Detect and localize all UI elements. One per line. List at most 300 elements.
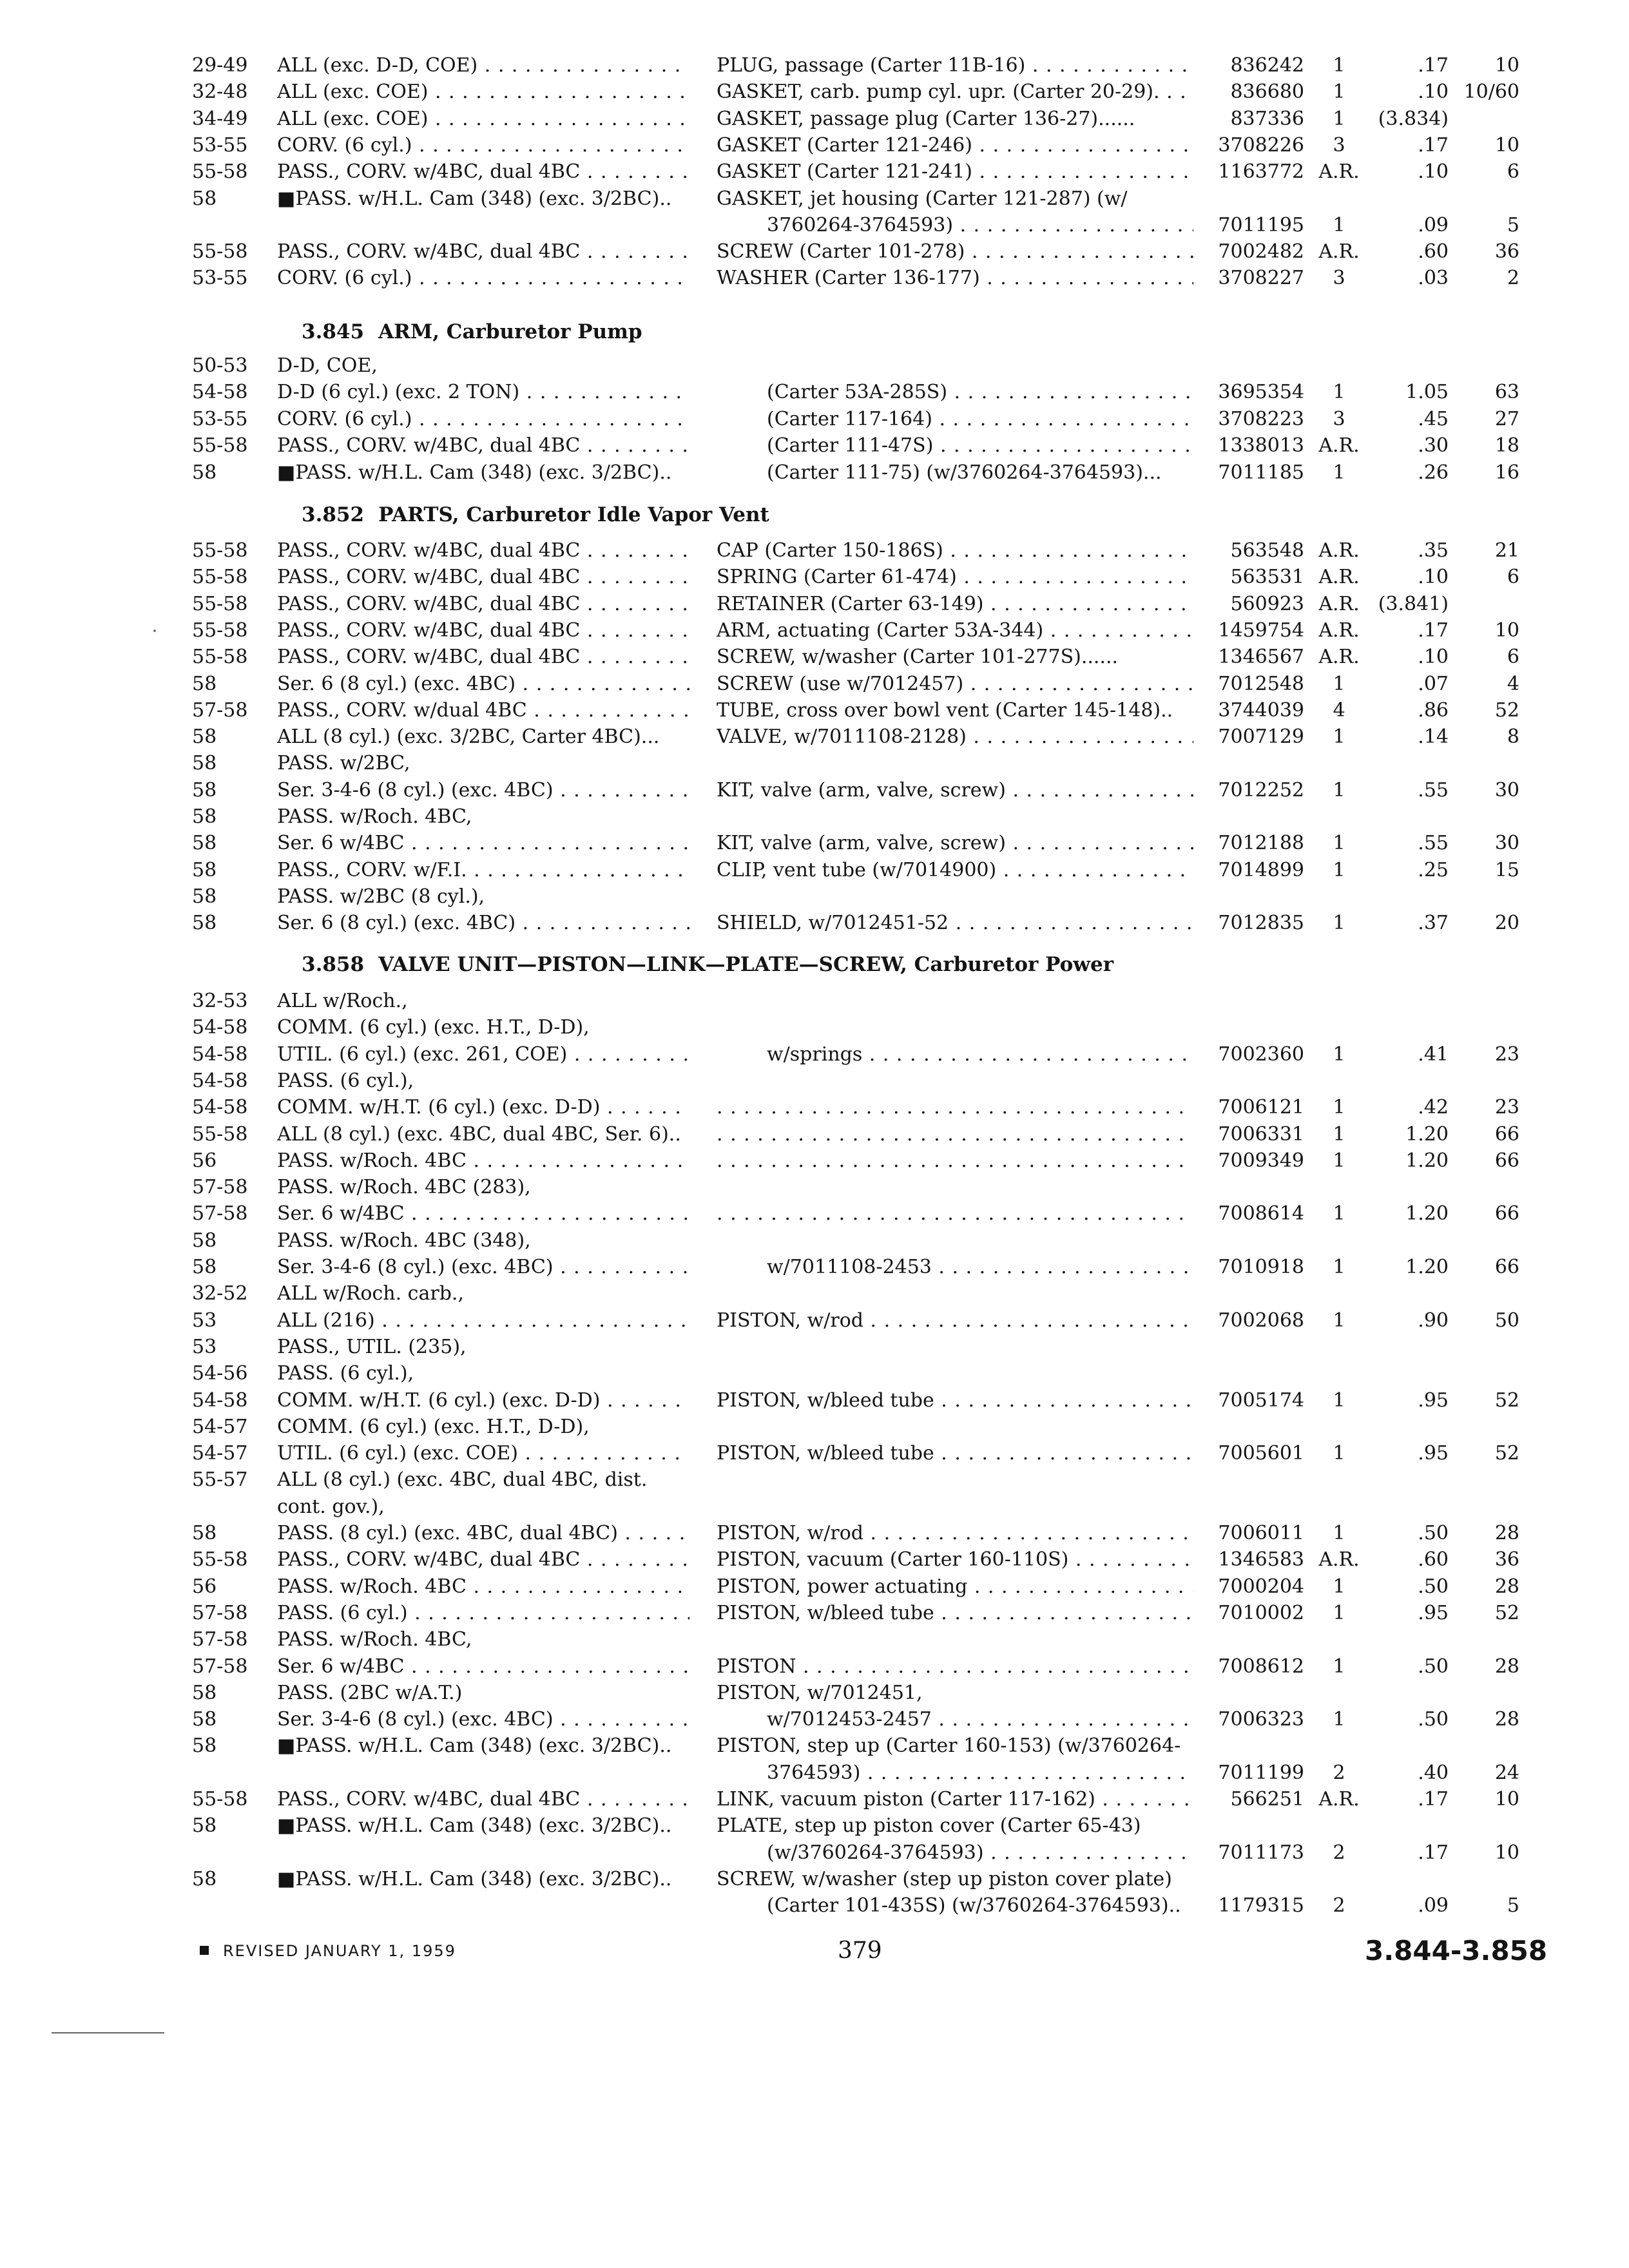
weight: 28 [1494,1522,1519,1544]
list-price: .95 [1418,1442,1449,1465]
part-number: 560923 [1230,593,1304,615]
application-text: COMM. w/H.T. (6 cyl.) (exc. D-D) [277,1389,601,1412]
application-text: PASS. w/Roch. 4BC, [277,1628,472,1651]
application-text: PASS., CORV. w/4BC, dual 4BC [277,646,581,668]
part-number: 7002482 [1218,240,1304,263]
parts-row [0,1122,1629,1148]
weight: 16 [1494,461,1519,484]
application-text: PASS. w/Roch. 4BC [277,1149,467,1172]
parts-row [0,1787,1629,1812]
parts-row [0,1281,1629,1307]
list-price: .60 [1418,1548,1449,1571]
quantity: 1 [1333,1389,1345,1412]
list-price: .14 [1418,726,1449,748]
part-description [717,1654,1193,1680]
part-description [717,831,1193,856]
part-number: 7008614 [1218,1202,1304,1225]
application [277,186,689,212]
parts-row [0,1627,1629,1653]
quantity: A.R. [1318,646,1360,668]
list-price: .09 [1418,1894,1449,1917]
application [277,407,689,432]
part-description-text: 3760264-3764593) [767,214,954,236]
part-description-text: CAP (Carter 150-186S) [717,539,943,562]
part-number: 7006011 [1218,1522,1304,1544]
model-years: 58 [192,1868,217,1890]
weight: 28 [1494,1708,1519,1731]
application-text: PASS. (6 cyl.) [277,1602,408,1624]
part-description [717,159,1193,185]
application [277,884,689,910]
application [277,1600,689,1626]
parts-row [0,159,1629,185]
parts-row [0,831,1629,856]
part-number: 836242 [1230,54,1304,77]
application [277,698,689,724]
list-price: (3.841) [1378,593,1449,615]
application-text: COMM. w/H.T. (6 cyl.) (exc. D-D) [277,1096,601,1119]
part-description-text: PISTON, w/bleed tube [717,1389,934,1412]
application [277,804,689,830]
application [277,1228,689,1254]
model-years: 57-58 [192,1602,248,1624]
model-years: 54-57 [192,1442,248,1465]
quantity: 1 [1333,1043,1345,1066]
quantity: 2 [1333,1841,1345,1864]
section-heading [302,318,642,346]
quantity: 2 [1333,1894,1345,1917]
quantity: A.R. [1318,566,1360,588]
list-price: .17 [1418,54,1449,77]
model-years: 57-58 [192,1202,248,1225]
part-number: 7011195 [1218,214,1304,236]
part-number: 7011185 [1218,461,1304,484]
application [277,1095,689,1120]
weight: 27 [1494,408,1519,430]
application-text: ALL (exc. COE) [277,81,429,103]
application [277,1494,689,1520]
part-description [717,1441,1193,1466]
model-years: 58 [192,1229,217,1252]
list-price: .41 [1418,1043,1449,1066]
application [277,1574,689,1600]
model-years: 58 [192,187,217,210]
application [277,353,689,379]
parts-row [0,1254,1629,1280]
quantity: 1 [1333,1602,1345,1624]
parts-row [0,1414,1629,1440]
part-description [717,644,1193,670]
quantity: 1 [1333,381,1345,403]
parts-row [0,1494,1629,1520]
model-years: 58 [192,805,217,828]
part-description [767,1893,1193,1919]
model-years: 55-58 [192,160,248,183]
parts-row [0,538,1629,564]
application [277,644,689,670]
application-text: ALL (8 cyl.) (exc. 3/2BC, Carter 4BC)... [277,726,660,748]
part-description [717,1521,1193,1546]
quantity: A.R. [1318,1548,1360,1571]
model-years: 57-58 [192,1628,248,1651]
part-number: 1179315 [1218,1894,1304,1917]
quantity: A.R. [1318,240,1360,263]
quantity: 1 [1333,1202,1345,1225]
application [277,1334,689,1360]
application [277,1361,689,1387]
part-description-text: w/springs [767,1043,863,1066]
list-price: .37 [1418,912,1449,934]
part-description-text: SCREW (Carter 101-278) [717,240,965,263]
part-description-text: PISTON, w/bleed tube [717,1442,934,1465]
model-years: 58 [192,1522,217,1544]
application [277,778,689,803]
quantity: 1 [1333,1096,1345,1119]
weight: 4 [1507,673,1519,695]
list-price: 1.20 [1405,1256,1449,1278]
quantity: A.R. [1318,539,1360,562]
part-description-text: GASKET, jet housing (Carter 121-287) (w/ [717,187,1128,210]
weight: 36 [1494,240,1519,263]
parts-row [0,380,1629,405]
part-description [767,380,1193,405]
quantity: 1 [1333,1522,1345,1544]
parts-row [0,1654,1629,1680]
list-price: 1.05 [1405,381,1449,403]
part-description [717,265,1193,291]
parts-row [0,910,1629,936]
weight: 10/60 [1463,81,1519,103]
model-years: 32-52 [192,1282,248,1305]
model-years: 54-57 [192,1416,248,1438]
part-description [717,133,1193,159]
application [277,751,689,776]
quantity: 1 [1333,214,1345,236]
application-text: ALL w/Roch. carb., [277,1282,464,1305]
parts-row [0,564,1629,590]
model-years: 54-58 [192,1016,248,1039]
weight: 36 [1494,1548,1519,1571]
quantity: 3 [1333,134,1345,157]
part-number: 3708227 [1218,267,1304,289]
application [277,1787,689,1812]
list-price: .09 [1418,214,1449,236]
part-description-text: SCREW, w/washer (step up piston cover plate) [717,1868,1172,1890]
list-price: .86 [1418,699,1449,722]
part-description [717,1148,1193,1174]
weight: 6 [1507,160,1519,183]
parts-row [0,407,1629,432]
part-description-text: (Carter 117-164) [767,408,932,430]
application [277,671,689,697]
application [277,433,689,459]
part-description [767,433,1193,459]
weight: 52 [1494,1442,1519,1465]
quantity: A.R. [1318,1788,1360,1811]
model-years: 57-58 [192,1176,248,1198]
part-description [717,1308,1193,1334]
part-description [767,1760,1193,1786]
application [277,1015,689,1041]
model-years: 58 [192,859,217,881]
weight: 10 [1494,619,1519,642]
application [277,380,689,405]
model-years: 55-58 [192,240,248,263]
weight: 5 [1507,214,1519,236]
list-price: .26 [1418,461,1449,484]
part-number: 7011173 [1218,1841,1304,1864]
model-years: 53-55 [192,408,248,430]
application-text: cont. gov.), [277,1495,385,1518]
application-text: Ser. 6 (8 cyl.) (exc. 4BC) [277,673,516,695]
part-description-text: 3764593) [767,1762,861,1784]
weight: 24 [1494,1762,1519,1784]
quantity: 1 [1333,726,1345,748]
part-description-text: PISTON, step up (Carter 160-153) (w/3760264- [717,1735,1181,1757]
quantity: 1 [1333,912,1345,934]
part-number: 7010918 [1218,1256,1304,1278]
application [277,591,689,617]
scan-artifact-line [52,2032,164,2033]
quantity: 2 [1333,1762,1345,1784]
list-price: .07 [1418,673,1449,695]
application-text: ALL (exc. D-D, COE) [277,54,478,77]
application-text: Ser. 6 (8 cyl.) (exc. 4BC) [277,912,516,934]
application [277,1680,689,1706]
quantity: 1 [1333,1442,1345,1465]
application-text: Ser. 6 w/4BC [277,1655,405,1678]
weight: 30 [1494,832,1519,854]
parts-row [0,1600,1629,1626]
section-range: 3.844-3.858 [1365,1935,1548,1966]
weight: 21 [1494,539,1519,562]
weight: 6 [1507,646,1519,668]
parts-row [0,1361,1629,1387]
part-number: 7012252 [1218,779,1304,802]
weight: 52 [1494,1602,1519,1624]
model-years: 32-48 [192,81,248,103]
model-years: 34-49 [192,108,248,130]
weight: 63 [1494,381,1519,403]
part-description-text: (Carter 111-47S) [767,434,934,457]
part-number: 7000204 [1218,1575,1304,1598]
list-price: .10 [1418,566,1449,588]
quantity: 3 [1333,408,1345,430]
parts-row [0,591,1629,617]
application-text: CORV. (6 cyl.) [277,134,412,157]
list-price: .25 [1418,859,1449,881]
model-years: 50-53 [192,354,248,377]
application-text: D-D (6 cyl.) (exc. 2 TON) [277,381,520,403]
part-number: 7002360 [1218,1043,1304,1066]
application-text: UTIL. (6 cyl.) (exc. 261, COE) [277,1043,568,1066]
part-description [717,671,1193,697]
application [277,564,689,590]
list-price: .10 [1418,160,1449,183]
model-years: 55-58 [192,619,248,642]
model-years: 55-58 [192,434,248,457]
parts-row [0,644,1629,670]
parts-row [0,1840,1629,1866]
weight: 23 [1494,1096,1519,1119]
model-years: 58 [192,1708,217,1731]
application-text: PASS., CORV. w/4BC, dual 4BC [277,1548,581,1571]
parts-row [0,1893,1629,1919]
application-text: PASS. w/Roch. 4BC (348), [277,1229,531,1252]
application [277,724,689,750]
parts-row [0,1148,1629,1174]
list-price: .95 [1418,1389,1449,1412]
part-number: 3708223 [1218,408,1304,430]
part-description-text: CLIP, vent tube (w/7014900) [717,859,997,881]
parts-row [0,1547,1629,1573]
application-text: PASS., UTIL. (235), [277,1336,467,1358]
application [277,618,689,644]
part-number: 7006121 [1218,1096,1304,1119]
section-title: PARTS, Carburetor Idle Vapor Vent [378,503,769,526]
parts-row [0,1467,1629,1493]
part-description [717,910,1193,936]
quantity: 4 [1333,699,1345,722]
application-text: D-D, COE, [277,354,378,377]
application-text: ■PASS. w/H.L. Cam (348) (exc. 3/2BC).. [277,187,672,210]
model-years: 54-58 [192,1043,248,1066]
list-price: .95 [1418,1602,1449,1624]
part-number: 7005174 [1218,1389,1304,1412]
application-text: ■PASS. w/H.L. Cam (348) (exc. 3/2BC).. [277,461,672,484]
list-price: 1.20 [1405,1123,1449,1146]
part-description-text: LINK, vacuum piston (Carter 117-162) [717,1788,1095,1811]
application-text: PASS. w/Roch. 4BC (283), [277,1176,531,1198]
application-text: ALL w/Roch., [277,990,408,1012]
quantity: 1 [1333,1149,1345,1172]
parts-row [0,1813,1629,1839]
part-description [717,239,1193,265]
application [277,1122,689,1148]
list-price: .90 [1418,1309,1449,1332]
list-price: .60 [1418,240,1449,263]
page-number: 379 [838,1937,882,1964]
parts-row [0,724,1629,750]
model-years: 56 [192,1149,217,1172]
parts-row [0,884,1629,910]
part-description [717,1867,1193,1892]
part-description-text: KIT, valve (arm, valve, screw) [717,779,1006,802]
part-description-text: (Carter 111-75) (w/3760264-3764593)... [767,461,1162,484]
application-text: PASS., CORV. w/4BC, dual 4BC [277,240,581,263]
application-text: PASS., CORV. w/4BC, dual 4BC [277,566,581,588]
parts-row [0,1334,1629,1360]
parts-row [0,186,1629,212]
quantity: 1 [1333,1309,1345,1332]
list-price: .10 [1418,81,1449,103]
list-price: .17 [1418,1788,1449,1811]
part-number: 7006331 [1218,1123,1304,1146]
list-price: .03 [1418,267,1449,289]
weight: 2 [1507,267,1519,289]
part-number: 1346583 [1218,1548,1304,1571]
model-years: 53-55 [192,267,248,289]
quantity: 1 [1333,108,1345,130]
weight: 20 [1494,912,1519,934]
quantity: 1 [1333,1256,1345,1278]
parts-row [0,53,1629,79]
part-description [767,460,1193,486]
parts-row [0,1308,1629,1334]
part-description [717,1733,1193,1759]
application-text: ■PASS. w/H.L. Cam (348) (exc. 3/2BC).. [277,1814,672,1837]
application [277,1148,689,1174]
parts-row [0,1867,1629,1892]
model-years: 54-58 [192,1389,248,1412]
section-heading [302,950,1113,979]
part-number: 836680 [1230,81,1304,103]
part-description [717,1388,1193,1414]
list-price: .45 [1418,408,1449,430]
model-years: 55-58 [192,1548,248,1571]
application-text: PASS., CORV. w/dual 4BC [277,699,527,722]
parts-row [0,778,1629,803]
part-description [767,1042,1193,1068]
part-description-text: GASKET, passage plug (Carter 136-27)...... [717,108,1135,130]
part-description [717,564,1193,590]
application-text: UTIL. (6 cyl.) (exc. COE) [277,1442,518,1465]
application-text: PASS., CORV. w/F.I. [277,859,467,881]
application [277,53,689,79]
application-text: Ser. 6 w/4BC [277,1202,405,1225]
quantity: 1 [1333,461,1345,484]
weight: 66 [1494,1202,1519,1225]
model-years: 58 [192,1682,217,1704]
part-description [717,53,1193,79]
model-years: 58 [192,832,217,854]
weight: 50 [1494,1309,1519,1332]
application [277,1042,689,1068]
application [277,1654,689,1680]
quantity: 1 [1333,81,1345,103]
application [277,1467,689,1493]
parts-row [0,1175,1629,1200]
part-description [767,1254,1193,1280]
part-description-text: PLATE, step up piston cover (Carter 65-43) [717,1814,1141,1837]
part-number: 7007129 [1218,726,1304,748]
parts-row [0,433,1629,459]
part-number: 1338013 [1218,434,1304,457]
part-description-text: (w/3760264-3764593) [767,1841,984,1864]
part-description-text: PISTON, w/rod [717,1309,863,1332]
application-text: Ser. 3-4-6 (8 cyl.) (exc. 4BC) [277,779,554,802]
application-text: ALL (8 cyl.) (exc. 4BC, dual 4BC, dist. [277,1468,648,1491]
list-price: .17 [1418,134,1449,157]
parts-row [0,1042,1629,1068]
scan-artifact-dot [153,629,156,632]
list-price: .17 [1418,1841,1449,1864]
application [277,1627,689,1653]
quantity: 1 [1333,673,1345,695]
part-description-text: VALVE, w/7011108-2128) [717,726,967,748]
parts-row [0,79,1629,105]
part-description-text: TUBE, cross over bowl vent (Carter 145-148).. [717,699,1173,722]
part-description-text: SCREW (use w/7012457) [717,673,964,695]
weight: 6 [1507,566,1519,588]
part-number: 837336 [1230,108,1304,130]
parts-row [0,618,1629,644]
application-text: COMM. (6 cyl.) (exc. H.T., D-D), [277,1416,590,1438]
application-text: PASS., CORV. w/4BC, dual 4BC [277,434,581,457]
model-years: 55-57 [192,1468,248,1491]
parts-row [0,265,1629,291]
part-description-text: GASKET (Carter 121-246) [717,134,972,157]
